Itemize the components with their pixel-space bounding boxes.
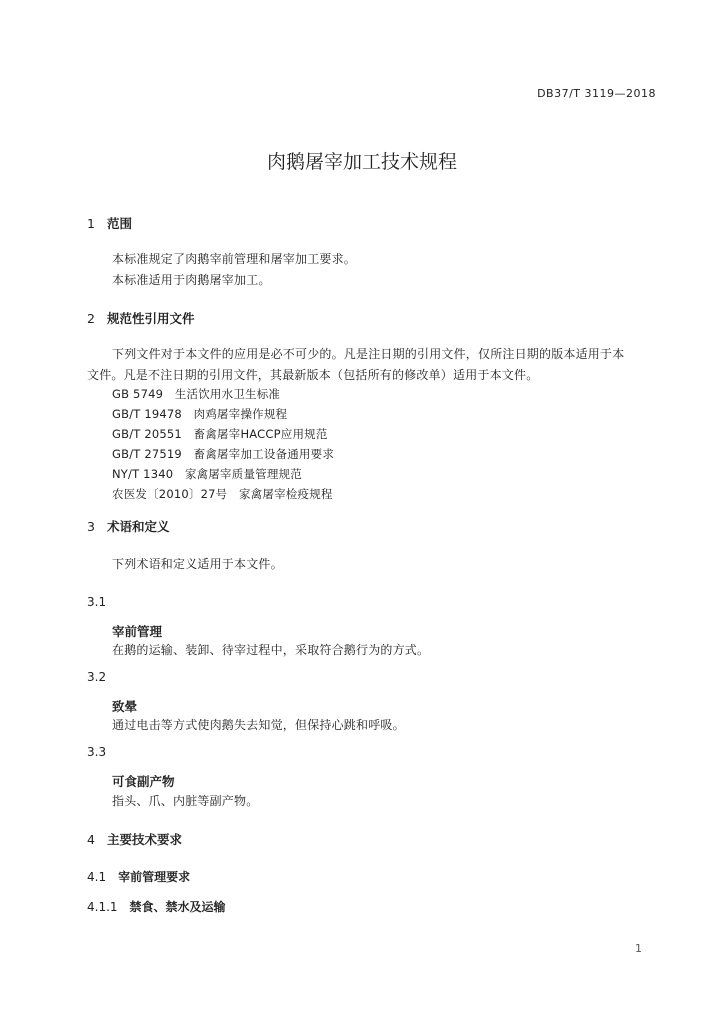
reference-item: 农医发〔2010〕27号 家禽屠宰检疫规程 — [112, 487, 333, 501]
term-number: 3.1 — [87, 595, 107, 609]
reference-item: GB/T 27519 畜禽屠宰加工设备通用要求 — [112, 447, 335, 461]
reference-item: GB/T 19478 肉鸡屠宰操作规程 — [112, 407, 288, 421]
reference-item: GB 5749 生活饮用水卫生标准 — [112, 387, 281, 401]
scope-paragraph-2: 本标准适用于肉鹅屠宰加工。 — [112, 273, 271, 287]
reference-item: GB/T 20551 畜禽屠宰HACCP应用规范 — [112, 427, 328, 441]
section-title: 主要技术要求 — [107, 832, 183, 847]
document-title: 肉鹅屠宰加工技术规程 — [266, 151, 457, 173]
term-name: 宰前管理 — [112, 624, 163, 639]
section-1-heading — [87, 214, 132, 232]
term-definition: 在鹅的运输、装卸、待宰过程中，采取符合鹅行为的方式。 — [112, 643, 430, 657]
term-number: 3.2 — [87, 670, 107, 684]
document-number: DB37/T 3119—2018 — [537, 87, 656, 100]
section-title: 范围 — [107, 216, 133, 231]
section-title: 术语和定义 — [107, 519, 170, 534]
subsection-number: 4.1.1 — [87, 900, 118, 914]
term-name: 致晕 — [112, 699, 138, 714]
subsection-4-1-heading — [87, 868, 190, 885]
terms-intro: 下列术语和定义适用于本文件。 — [112, 557, 283, 571]
section-title: 规范性引用文件 — [107, 311, 195, 326]
scope-paragraph-1: 本标准规定了肉鹅宰前管理和屠宰加工要求。 — [112, 252, 357, 266]
section-number: 3 — [87, 519, 95, 534]
section-number: 4 — [87, 832, 95, 847]
section-number: 1 — [87, 216, 95, 231]
section-number: 2 — [87, 311, 95, 326]
term-number: 3.3 — [87, 745, 107, 759]
references-intro-line-2: 文件。凡是不注日期的引用文件，其最新版本（包括所有的修改单）适用于本文件。 — [87, 368, 539, 382]
section-3-heading — [87, 517, 170, 535]
section-4-heading — [87, 830, 182, 848]
references-intro-line-1: 下列文件对于本文件的应用是必不可少的。凡是注日期的引用文件，仅所注日期的版本适用于本 — [112, 347, 625, 361]
subsection-title: 禁食、禁水及运输 — [129, 900, 226, 914]
subsection-4-1-1-heading — [87, 898, 226, 915]
section-2-heading — [87, 309, 195, 327]
reference-item: NY/T 1340 家禽屠宰质量管理规范 — [112, 467, 302, 481]
subsection-number: 4.1 — [87, 870, 107, 884]
term-definition: 通过电击等方式使肉鹅失去知觉，但保持心跳和呼吸。 — [112, 718, 405, 732]
term-name: 可食副产物 — [112, 774, 175, 789]
page-number: 1 — [635, 942, 642, 955]
term-definition: 指头、爪、内脏等副产物。 — [112, 794, 259, 808]
subsection-title: 宰前管理要求 — [118, 870, 191, 884]
